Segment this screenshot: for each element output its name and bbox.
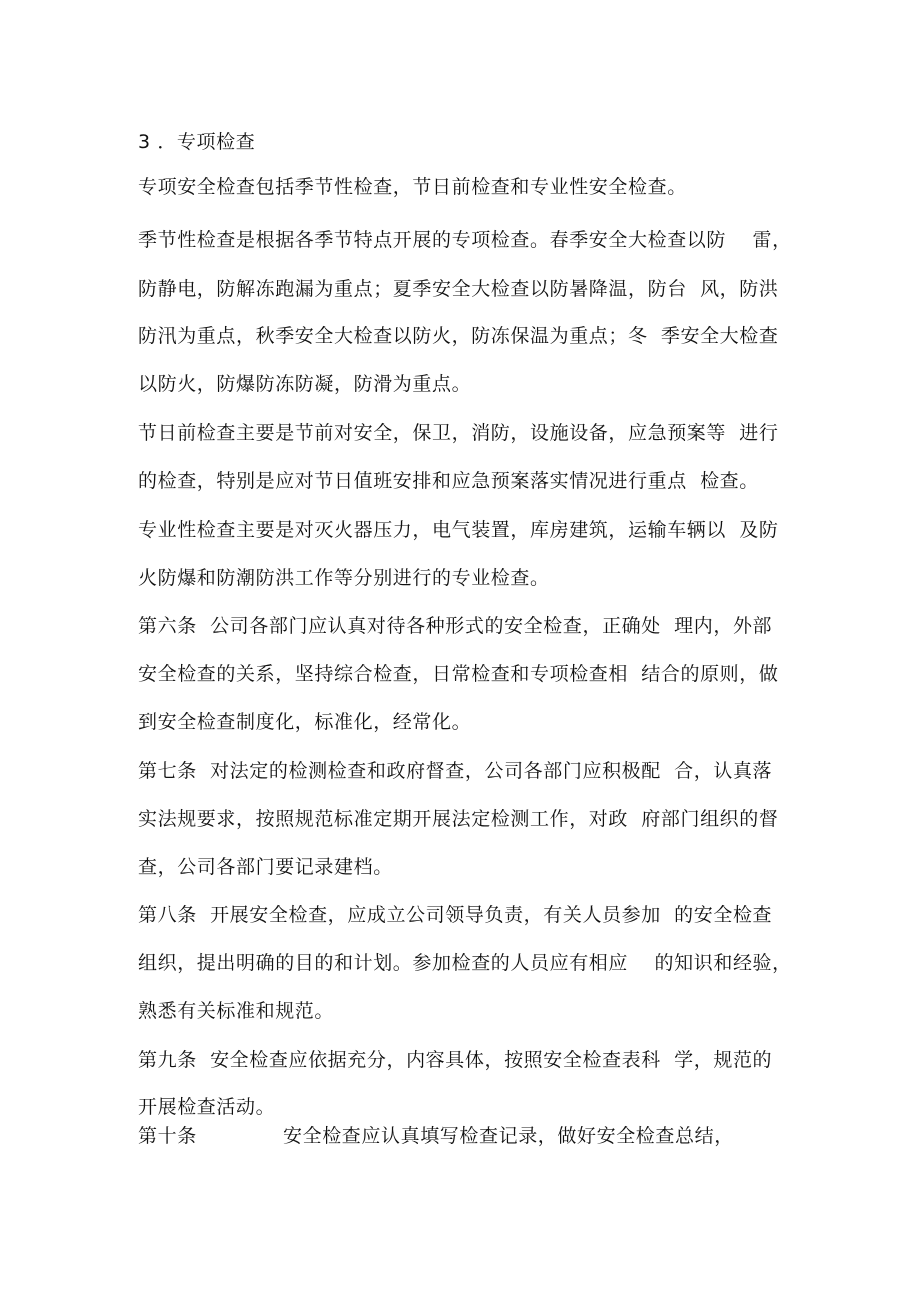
paragraph-line: 以防火，防爆防冻防凝，防滑为重点。 (138, 373, 472, 395)
paragraph-line: 安全检查的关系，坚持综合检查，日常检查和专项检查相 结合的原则，做 (138, 663, 779, 685)
paragraph-line: 组织，提出明确的目的和计划。参加检查的人员应有相应 的知识和经验， (138, 952, 792, 974)
paragraph-line: 火防爆和防潮防洪工作等分别进行的专业检查。 (138, 567, 550, 589)
paragraph-line: 第七条 对法定的检测检查和政府督查，公司各部门应积极配 合，认真落 (138, 760, 773, 782)
paragraph-line: 节日前检查主要是节前对安全，保卫，消防，设施设备，应急预案等 进行 (138, 422, 779, 444)
paragraph-line: 实法规要求，按照规范标准定期开展法定检测工作，对政 府部门组织的督 (138, 808, 779, 830)
article-ten-text: 安全检查应认真填写检查记录，做好安全检查总结， (283, 1125, 734, 1147)
paragraph-line: 开展检查活动。 (138, 1096, 276, 1118)
paragraph-line: 专业性检查主要是对灭火器压力，电气装置，库房建筑，运输车辆以 及防 (138, 519, 779, 541)
paragraph-line: 熟悉有关标准和规范。 (138, 1000, 335, 1022)
paragraph-line: 第八条 开展安全检查，应成立公司领导负责，有关人员参加 的安全检查 (138, 904, 773, 926)
paragraph-line: 专项安全检查包括季节性检查，节日前检查和专业性安全检查。 (138, 176, 687, 198)
article-ten-label: 第十条 (138, 1125, 197, 1147)
paragraph-line: 第九条 安全检查应依据充分，内容具体，按照安全检查表科 学，规范的 (138, 1049, 773, 1071)
paragraph-line: 查，公司各部门要记录建档。 (138, 856, 393, 878)
paragraph-line: 防汛为重点，秋季安全大检查以防火，防冻保温为重点；冬 季安全大检查 (138, 325, 779, 347)
paragraph-line: 到安全检查制度化，标准化，经常化。 (138, 711, 472, 733)
paragraph-line: 的检查，特别是应对节日值班安排和应急预案落实情况进行重点 检查。 (138, 470, 759, 492)
paragraph-line: 第六条 公司各部门应认真对待各种形式的安全检查，正确处 理内，外部 (138, 615, 773, 637)
paragraph-line: 季节性检查是根据各季节特点开展的专项检查。春季安全大检查以防 雷， (138, 229, 792, 251)
section-heading: 3 ．专项检查 (138, 131, 256, 153)
paragraph-line: 防静电，防解冻跑漏为重点；夏季安全大检查以防暑降温，防台 风，防洪 (138, 278, 779, 300)
